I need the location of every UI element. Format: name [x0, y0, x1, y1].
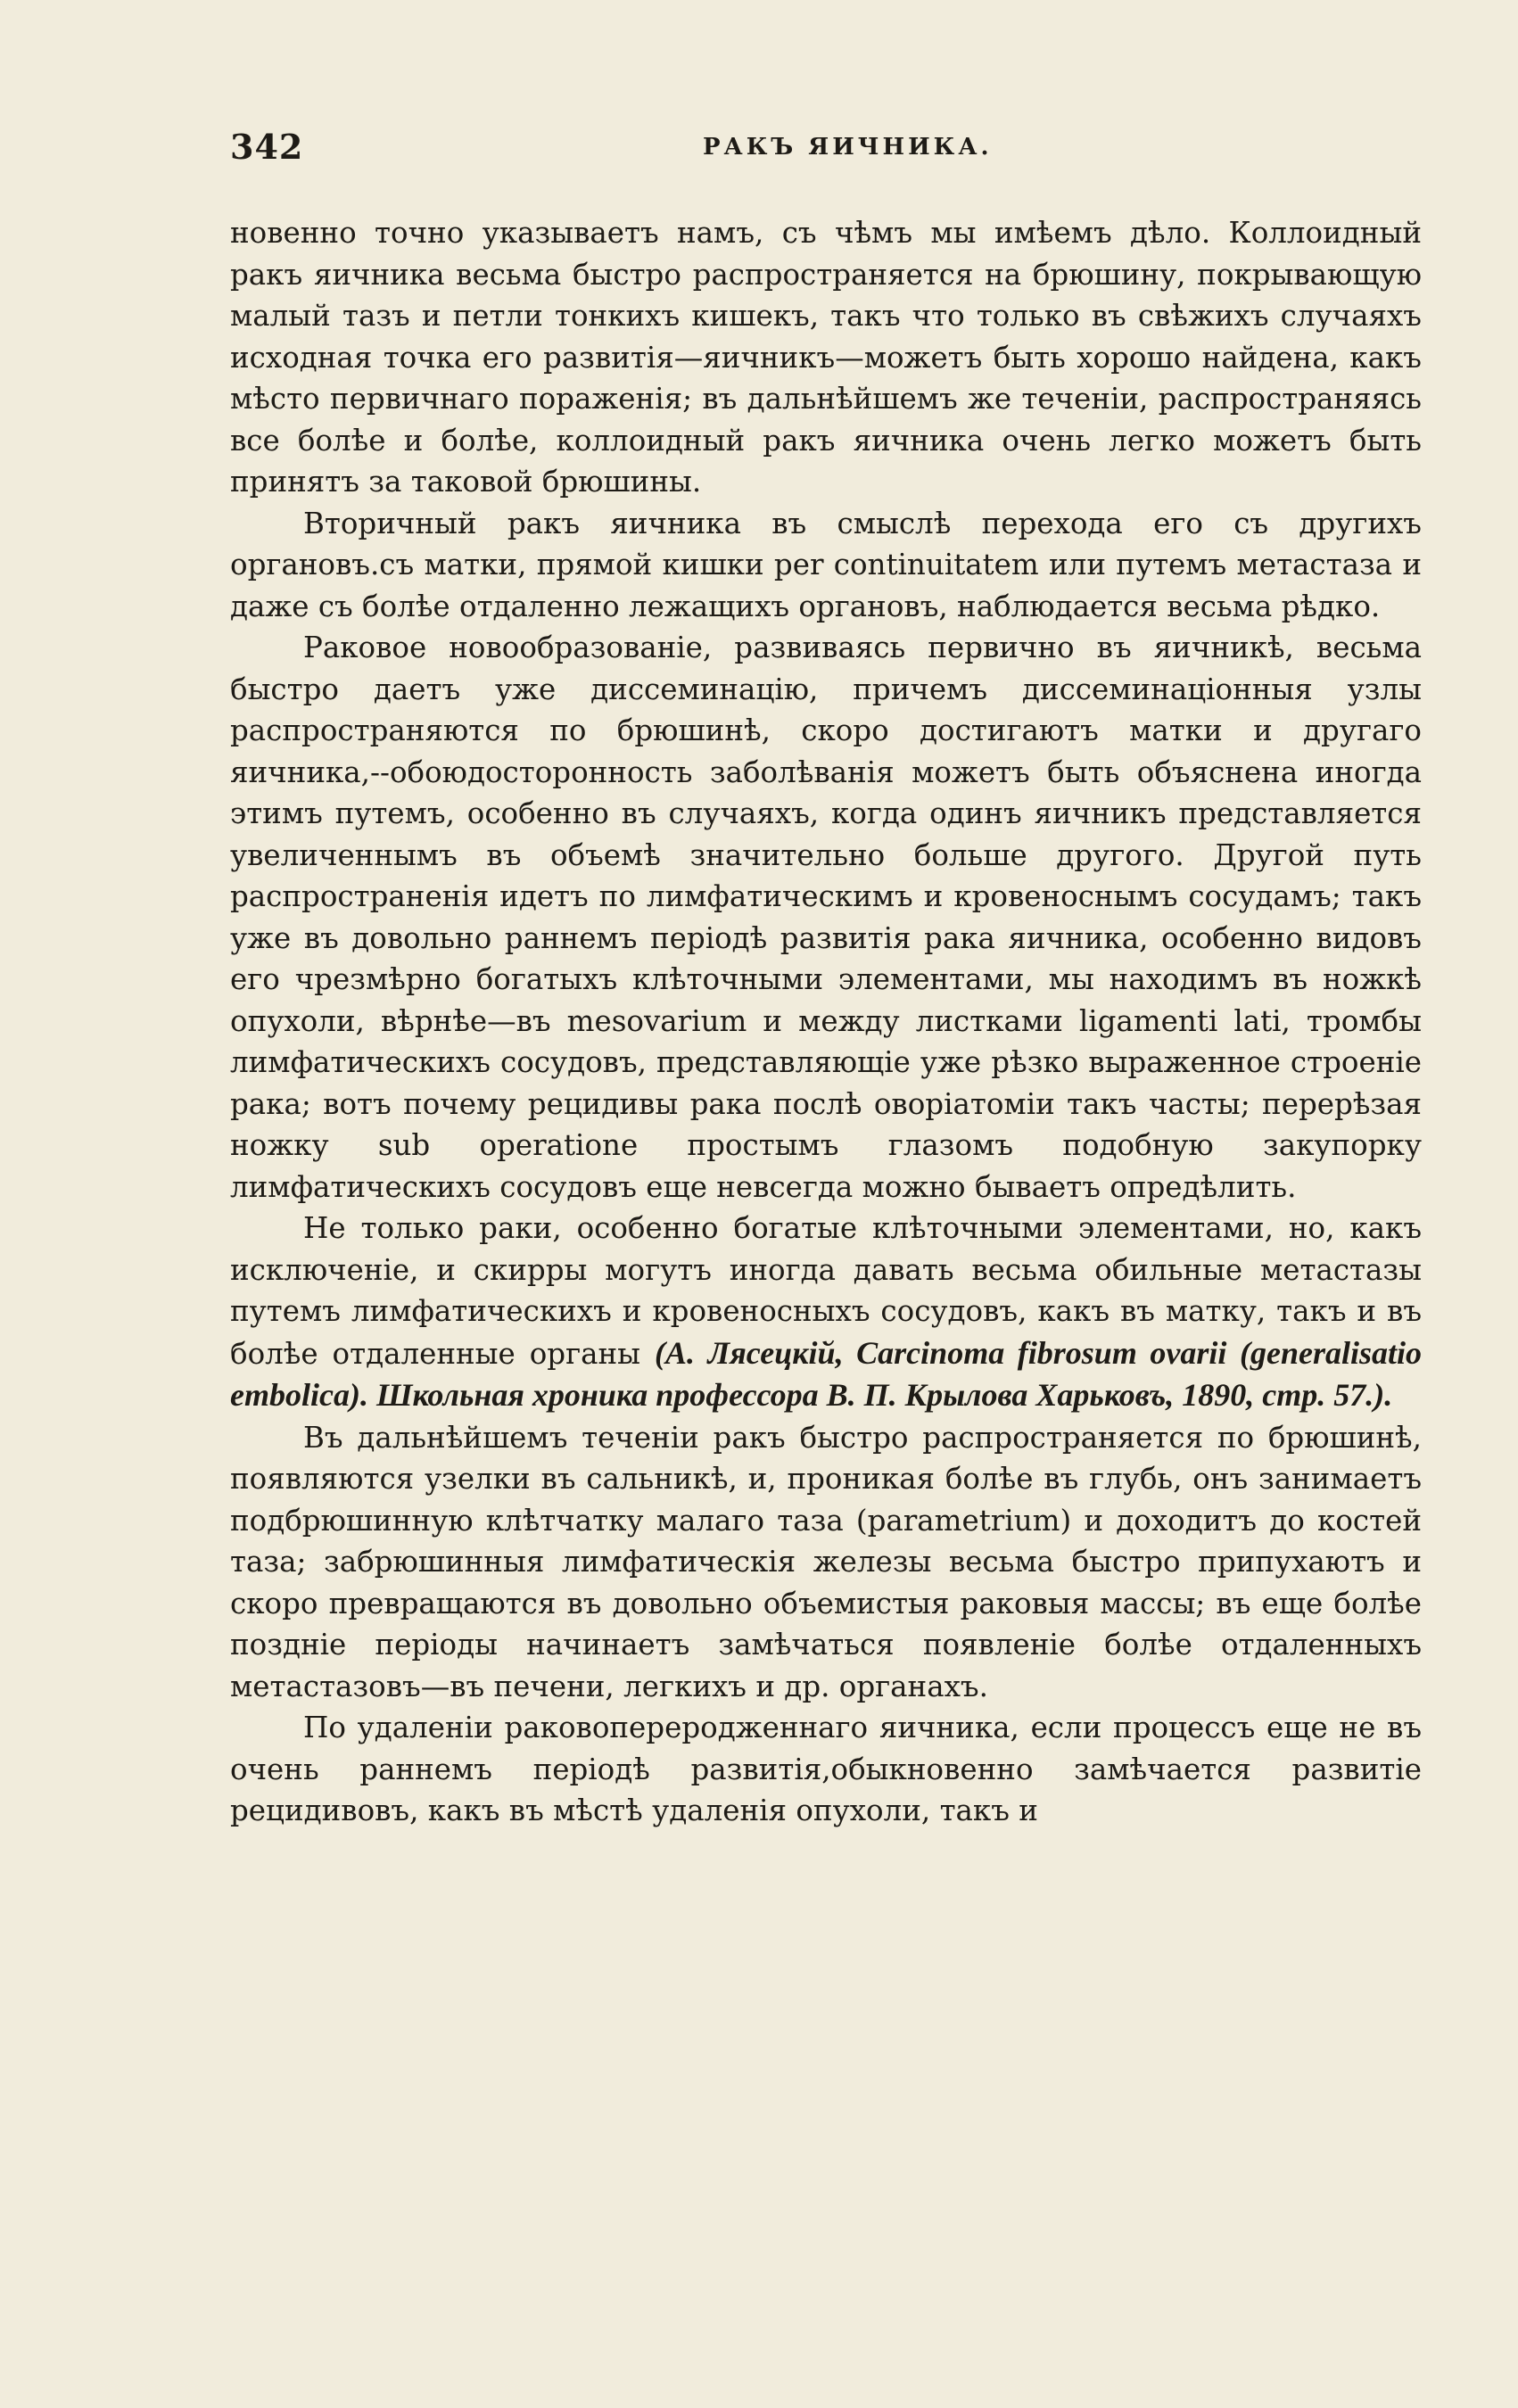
paragraph-dissemination: Раковое новообразованіе, развиваясь первично въ яичникѣ, весьма быстро даетъ уже диссеминацію, причемъ диссеминаціонныя узлы распространяются по брюшинѣ, скоро достигаютъ матки и другаго яичника,--обоюдосторонность заболѣванія можетъ быть объяснена иногда этимъ путемъ, особенно въ случаяхъ, когда одинъ яичникъ представляется увеличеннымъ въ объемѣ значительно больше другого. Другой путь распространенія идетъ по лимфатическимъ и кровеноснымъ сосудамъ; такъ уже въ довольно раннемъ періодѣ развитія рака яичника, особенно видовъ его чрезмѣрно богатыхъ клѣточными элементами, мы находимъ въ ножкѣ опухоли, вѣрнѣе—въ mesovarium и между листками ligamenti lati, тромбы лимфатическихъ сосудовъ, представляющіе уже рѣзко выраженное строеніе рака; вотъ почему рецидивы рака послѣ оворіатоміи такъ часты; перерѣзая ножку sub operatione простымъ глазомъ подобную закупорку лимфатическихъ сосудовъ еще невсегда можно бываетъ опредѣлить.: [230, 631, 1422, 1204]
page-header: [230, 127, 1422, 171]
citation: (А. Лясецкій, Carcinoma fibrosum ovarii (generalisatio embolica). Школьная хроника профессора В. П. Крылова Харьковъ, 1890, стр. 57.).: [230, 1334, 1423, 1413]
body-text: [230, 212, 1422, 1832]
paragraph-recurrence: По удаленіи раковопереродженнаго яичника, если процессъ еще не въ очень раннемъ періодѣ развитія,обыкновенно замѣчается развитіе рецидивовъ, какъ въ мѣстѣ удаленія опухоли, такъ и: [230, 1711, 1422, 1827]
paragraph-metastases: [230, 1208, 1422, 1417]
page-number: 342: [230, 127, 304, 167]
paragraph-secondary-cancer: Вторичный ракъ яичника въ смыслѣ перехода его съ другихъ органовъ.съ матки, прямой кишки per continuitatem или путемъ метастаза и даже съ болѣе отдаленно лежащихъ органовъ, наблюдается весьма рѣдко.: [230, 506, 1422, 623]
paragraph-continuation: новенно точно указываетъ намъ, съ чѣмъ мы имѣемъ дѣло. Коллоидный ракъ яичника весьма быстро распространяется на брюшину, покрывающую малый тазъ и петли тонкихъ кишекъ, такъ что только въ свѣжихъ случаяхъ исходная точка его развитія—яичникъ—можетъ быть хорошо найдена, какъ мѣсто первичнаго пораженія; въ дальнѣйшемъ же теченіи, распространяясь все болѣе и болѣе, коллоидный ракъ яичника очень легко можетъ быть принятъ за таковой брюшины.: [230, 216, 1422, 499]
running-title: РАКЪ ЯИЧНИКА.: [703, 134, 993, 161]
metastases-text: Не только раки, особенно богатые клѣточными элементами, но, какъ исключеніе, и скирры могутъ иногда давать весьма обильные метастазы путемъ лимфатическихъ и кровеносныхъ сосудовъ, какъ въ матку, такъ и въ болѣе отдаленные органы: [230, 1211, 1422, 1371]
paragraph-progression: Въ дальнѣйшемъ теченіи ракъ быстро распространяется по брюшинѣ, появляются узелки въ сальникѣ, и, проникая болѣе въ глубь, онъ занимаетъ подбрюшинную клѣтчатку малаго таза (parametrium) и доходитъ до костей таза; забрюшинныя лимфатическія железы весьма быстро припухаютъ и скоро превращаются въ довольно объемистыя раковыя массы; въ еще болѣе поздніе періоды начинаетъ замѣчаться появленіе болѣе отдаленныхъ метастазовъ—въ печени, легкихъ и др. органахъ.: [230, 1420, 1422, 1703]
